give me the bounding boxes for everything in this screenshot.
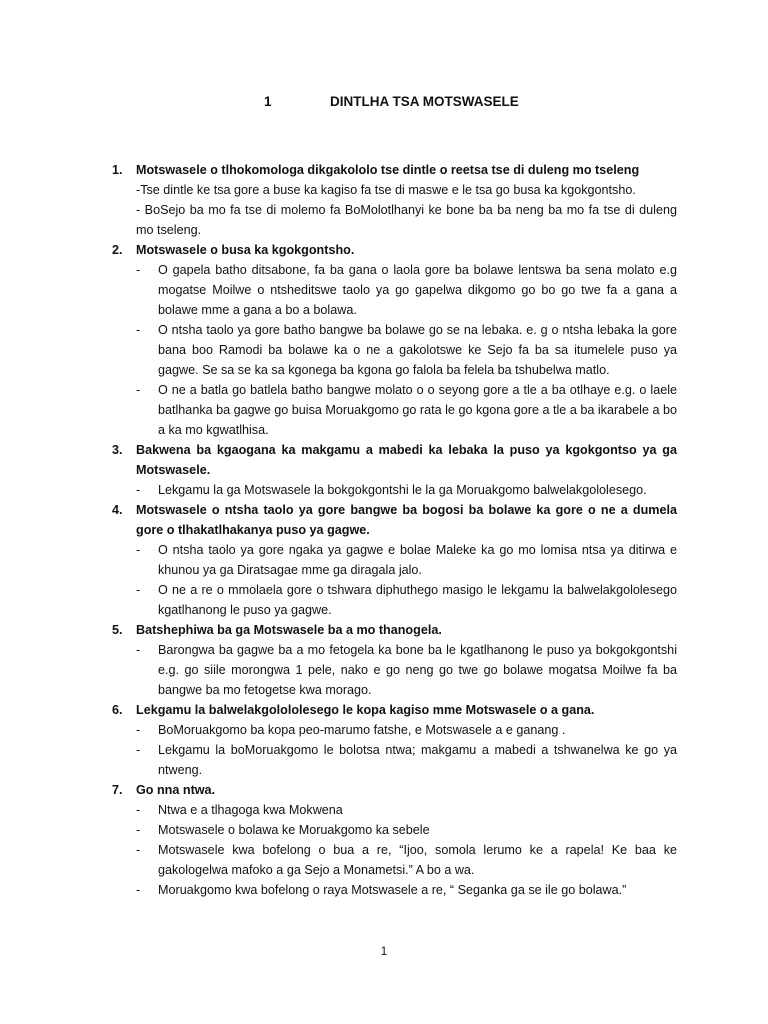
sub-point-text: BoMoruakgomo ba kopa peo-marumo fatshe, e Motswasele a e ganang . bbox=[158, 723, 566, 737]
numbered-list bbox=[112, 160, 677, 900]
list-item bbox=[112, 620, 677, 700]
sub-point-text: O ne a re o mmolaela gore o tshwara diphuthego masigo le lekgamu la balwelakgololesego kgatlhanong le puso ya gagwe. bbox=[158, 583, 677, 617]
item-number: 1. bbox=[112, 163, 123, 177]
item-title: Motswasele o busa ka kgokgontsho. bbox=[136, 243, 355, 257]
list-item bbox=[112, 700, 677, 780]
sub-point-text: O ntsha taolo ya gore batho bangwe ba bolawe go se na lebaka. e. g o ntsha lebaka la gore bana boo Ramodi ba bolawe ka o ne a gakolotswe ke Sejo fa ba sa itumelele puso ya gagwe. Se sa se ka sa kgonega ba kgona go falola ba felela ba tshubelwa matlo. bbox=[158, 323, 677, 377]
item-text: - BoSejo ba mo fa tse di molemo fa BoMolotlhanyi ke bone ba ba neng ba mo fa tse di duleng mo tseleng. bbox=[136, 203, 677, 237]
chapter-title: DINTLHA TSA MOTSWASELE bbox=[330, 94, 519, 109]
sub-point-text: Lekgamu la ga Motswasele la bokgokgontshi le la ga Moruakgomo balwelakgololesego. bbox=[158, 483, 647, 497]
chapter-heading bbox=[0, 94, 768, 112]
item-title: Motswasele o ntsha taolo ya gore bangwe ba bogosi ba bolawe ka gore o ne a dumela gore o tlhakatlhakanya puso ya gagwe. bbox=[136, 503, 677, 537]
sub-point bbox=[136, 740, 677, 780]
sub-point-text: O ne a batla go batlela batho bangwe molato o o seyong gore a tle a ba otlhaye e.g. o laele batlhanka ba gagwe go buisa Moruakgomo go rata le go kgona gore a tle a ba ikarabele a bo a ka mo kgwatlhisa. bbox=[158, 383, 677, 437]
dash-bullet: - bbox=[136, 543, 141, 557]
chapter-number: 1 bbox=[264, 94, 272, 109]
item-number: 6. bbox=[112, 703, 123, 717]
item-title: Lekgamu la balwelakgolololesego le kopa kagiso mme Motswasele o a gana. bbox=[136, 703, 595, 717]
page-number: 1 bbox=[380, 944, 388, 958]
dash-bullet: - bbox=[136, 643, 141, 657]
list-item bbox=[112, 780, 677, 900]
sub-point bbox=[136, 720, 677, 740]
list-item bbox=[112, 440, 677, 500]
sub-point-text: Barongwa ba gagwe ba a mo fetogela ka bone ba le kgatlhanong le puso ya bokgokgontshi e.g. go siile morongwa 1 pele, nako e go neng go twe go bolawe mogatsa Moilwe fa ba bangwe ba mo fetogetse kwa morago. bbox=[158, 643, 677, 697]
dash-bullet: - bbox=[136, 263, 141, 277]
sub-point bbox=[136, 320, 677, 380]
dash-bullet: - bbox=[136, 843, 141, 857]
dash-bullet: - bbox=[136, 743, 141, 757]
sub-point bbox=[136, 820, 677, 840]
sub-point-text: Moruakgomo kwa bofelong o raya Motswasele a re, “ Seganka ga se ile go bolawa.” bbox=[158, 883, 627, 897]
item-number: 5. bbox=[112, 623, 123, 637]
sub-point-text: Ntwa e a tlhagoga kwa Mokwena bbox=[158, 803, 343, 817]
sub-point bbox=[136, 480, 677, 500]
item-number: 3. bbox=[112, 443, 123, 457]
dash-bullet: - bbox=[136, 383, 141, 397]
dash-bullet: - bbox=[136, 823, 141, 837]
item-title: Batshephiwa ba ga Motswasele ba a mo thanogela. bbox=[136, 623, 442, 637]
sub-point-text: Lekgamu la boMoruakgomo le bolotsa ntwa; makgamu a mabedi a tshwanelwa ke go ya ntweng. bbox=[158, 743, 677, 777]
item-title: Bakwena ba kgaogana ka makgamu a mabedi ka lebaka la puso ya kgokgontso ya ga Motswasele. bbox=[136, 443, 677, 477]
sub-point-text: Motswasele o bolawa ke Moruakgomo ka sebele bbox=[158, 823, 430, 837]
sub-point bbox=[136, 840, 677, 880]
sub-point bbox=[136, 540, 677, 580]
sub-point bbox=[136, 880, 677, 900]
list-item bbox=[112, 240, 677, 440]
sub-point bbox=[136, 640, 677, 700]
sub-point-text: Motswasele kwa bofelong o bua a re, “Ijoo, somola lerumo ke a rapela! Ke baa ke gakologelwa mafoko a ga Sejo a Monametsi.” A bo a wa. bbox=[158, 843, 677, 877]
sub-point-text: O ntsha taolo ya gore ngaka ya gagwe e bolae Maleke ka go mo lomisa ntsa ya ditirwa e khunou ya ga Diratsagae mme ga diragala jalo. bbox=[158, 543, 677, 577]
item-number: 2. bbox=[112, 243, 123, 257]
dash-bullet: - bbox=[136, 883, 141, 897]
dash-bullet: - bbox=[136, 323, 141, 337]
dash-bullet: - bbox=[136, 583, 141, 597]
item-number: 7. bbox=[112, 783, 123, 797]
dash-bullet: - bbox=[136, 803, 141, 817]
dash-bullet: - bbox=[136, 723, 141, 737]
dash-bullet: - bbox=[136, 483, 141, 497]
sub-point-text: O gapela batho ditsabone, fa ba gana o laola gore ba bolawe lentswa ba sena molato e.g mogatse Moilwe o ntsheditswe taolo ya go gapelwa dikgomo go bo go twe fa a gana a bolawe mme a gana a bo a bolawa. bbox=[158, 263, 677, 317]
sub-point bbox=[136, 380, 677, 440]
item-text: -Tse dintle ke tsa gore a buse ka kagiso fa tse di maswe e le tsa go busa ka kgokgontsho. bbox=[136, 183, 636, 197]
sub-point bbox=[136, 260, 677, 320]
list-item bbox=[112, 500, 677, 620]
list-item bbox=[112, 160, 677, 240]
item-title: Go nna ntwa. bbox=[136, 783, 216, 797]
item-title: Motswasele o tlhokomologa dikgakololo tse dintle o reetsa tse di duleng mo tseleng bbox=[136, 163, 640, 177]
sub-point bbox=[136, 580, 677, 620]
item-number: 4. bbox=[112, 503, 123, 517]
sub-point bbox=[136, 800, 677, 820]
